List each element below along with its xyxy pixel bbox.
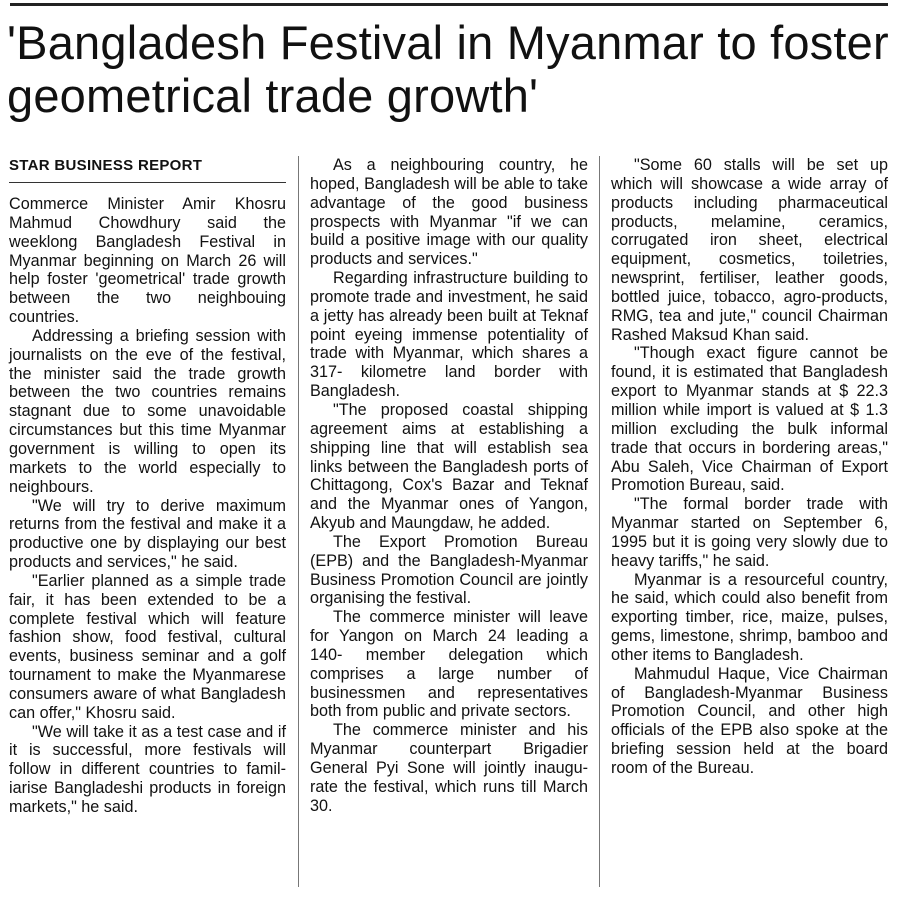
byline: STAR BUSINESS REPORT bbox=[9, 157, 203, 174]
paragraph: The commerce minister and his Myanmar counterpart Brigadier General Pyi Sone will jointly inaugurate the festival, which runs till March 30. bbox=[310, 721, 588, 815]
headline: 'Bangladesh Festival in Myanmar to foster geometrical trade growth' bbox=[7, 16, 889, 122]
article-column-1 bbox=[9, 156, 286, 817]
paragraph: The Export Promotion Bureau (EPB) and the Bangladesh-Myanmar Business Promotion Council are jointly organising the festival. bbox=[310, 532, 588, 608]
article-column-3 bbox=[611, 156, 888, 778]
paragraph: Addressing a briefing session with journalists on the eve of the festival, the minister said the trade growth between the two countries remains stagnant due to some unavoidable circumstances but this time Myanmar government is willing to open its markets to the world especially to neighbours. bbox=[9, 326, 286, 496]
paragraph: Mahmudul Haque, Vice Chairman of Bangladesh-Myanmar Business Promotion Council, and other high officials of the EPB also spoke at the briefing session held at the board room of the Bureau. bbox=[611, 664, 888, 777]
paragraph: Commerce Minister Amir Khosru Mahmud Chowdhury said the weeklong Bangladesh Festival in Myanmar beginning on March 26 will help foster 'geometrical' trade growth between the two neighbouing countries. bbox=[9, 195, 286, 327]
paragraph: "We will try to derive maximum returns from the festival and make it a productive one by displaying our best products and services," he said. bbox=[9, 496, 286, 572]
article-column-2 bbox=[310, 156, 588, 816]
column-divider bbox=[298, 156, 299, 887]
paragraph: Myanmar is a resourceful country, he said, which could also benefit from exporting timber, rice, maize, pulses, gems, limestone, shrimp, bamboo and other items to Bangladesh. bbox=[611, 570, 888, 664]
column-divider bbox=[599, 156, 600, 887]
paragraph: "The proposed coastal shipping agreement aims at establishing a shipping line that will establish sea links between the Bangladesh ports of Chittagong, Cox's Bazar and Teknaf and the Myanmar ones of Yangon, Akyub and Maungdaw, he added. bbox=[310, 400, 588, 533]
paragraph: "The formal border trade with Myanmar started on September 6, 1995 but it is going very slowly due to heavy tariffs," he said. bbox=[611, 495, 888, 570]
paragraph: "We will take it as a test case and if it is successful, more festivals will follow in different countries to familiarise Bangladeshi products in foreign markets," he said. bbox=[9, 722, 286, 816]
top-rule bbox=[10, 3, 888, 6]
paragraph: "Though exact figure cannot be found, it is estimated that Bangladesh export to Myanmar stands at $ 22.3 million while import is valued at $ 1.3 million excluding the bulk informal trade that occurs in bordering areas," Abu Saleh, Vice Chairman of Export Promotion Bureau, said. bbox=[611, 344, 888, 495]
paragraph: "Some 60 stalls will be set up which will showcase a wide array of products including pharmaceutical products, melamine, ceramics, corrugated iron sheet, electrical equipment, cosmetics, toiletries, newsprint, fertiliser, leather goods, bottled juice, tobacco, agro-products, RMG, tea and jute," council Chairman Rashed Maksud Khan said. bbox=[611, 156, 888, 344]
paragraph: The commerce minister will leave for Yangon on March 24 leading a 140- member delegation which comprises a large number of businessmen and representatives both from public and private sectors. bbox=[310, 608, 588, 721]
byline-rule bbox=[9, 182, 286, 183]
paragraph: As a neighbouring country, he hoped, Bangladesh will be able to take advantage of the good business prospects with Myanmar "if we can build a positive image with our quality products and services." bbox=[310, 156, 588, 269]
paragraph: "Earlier planned as a simple trade fair, it has been extended to be a complete festival which will feature fashion show, food festival, cultural events, business seminar and a golf tournament to make the Myanmarese consumers aware of what Bangladesh can offer," Khosru said. bbox=[9, 571, 286, 722]
paragraph: Regarding infrastructure building to promote trade and investment, he said a jetty has already been built at Teknaf point eyeing immense potentiality of trade with Myanmar, which shares a 317- kilometre land border with Bangladesh. bbox=[310, 269, 588, 401]
